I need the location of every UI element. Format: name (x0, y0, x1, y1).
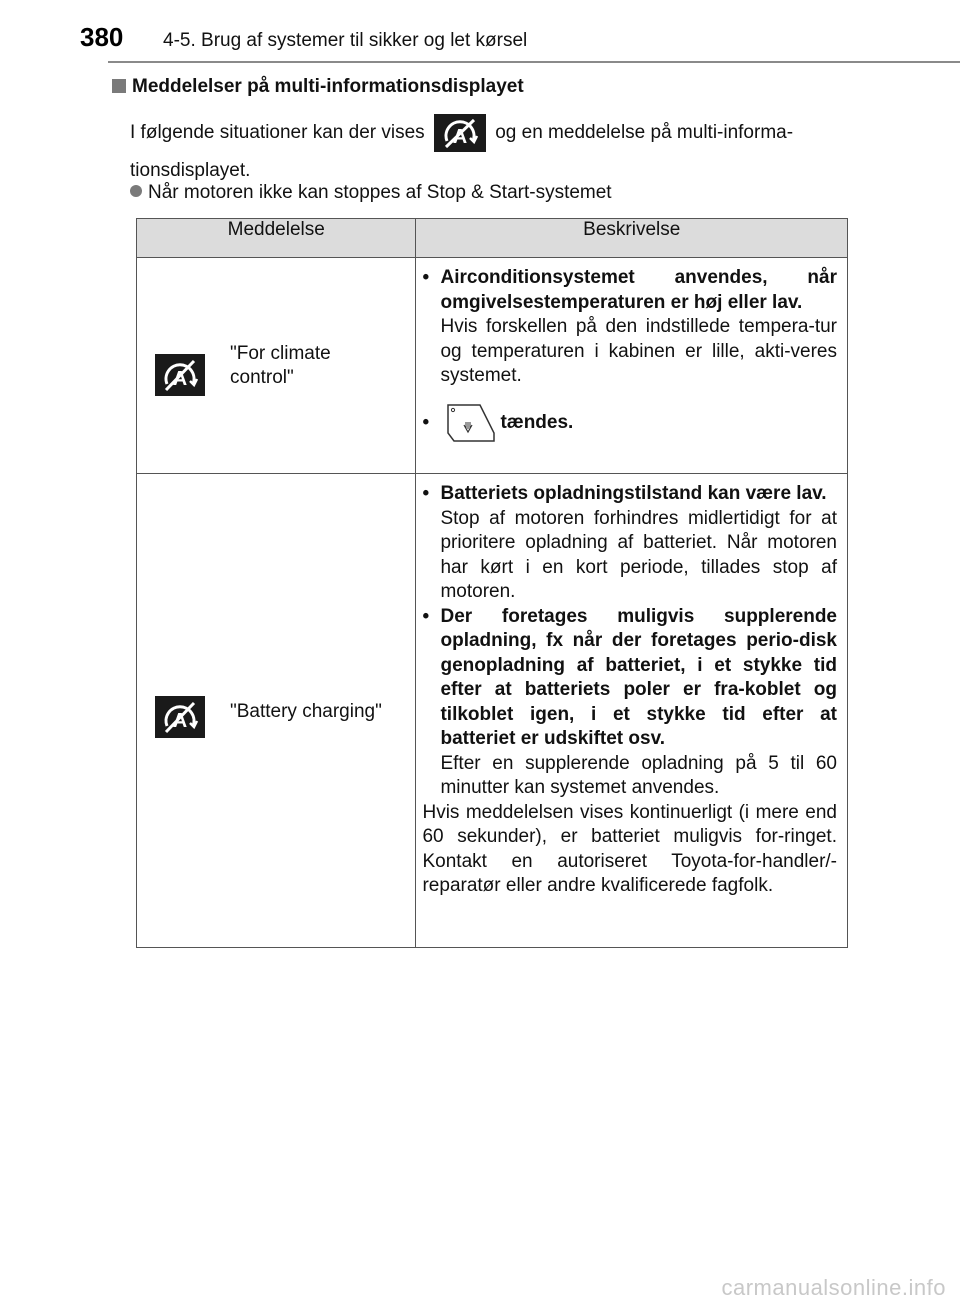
page-header (0, 0, 960, 62)
stop-start-disabled-icon (155, 696, 205, 738)
table-header-row (137, 219, 848, 258)
bullet-dot: • (422, 605, 430, 627)
svg-text:A: A (172, 710, 188, 732)
svg-text:A: A (452, 126, 468, 148)
description-item (422, 482, 837, 605)
message-text: "Battery charging" (230, 701, 382, 722)
description-item-text: Efter en supplerende opladning på 5 til 60 minutter kan systemet anvendes. (440, 752, 837, 798)
description-item (422, 266, 837, 389)
description-item-title: Der foretages muligvis supplerende opladning, fx når der foretages perio-disk genopladning af batteriet, i et stykke tid efter at batteriets poler er fra-koblet og tilkoblet igen, i et stykke tid efter at batteriet er udskiftet osv. (440, 605, 837, 749)
bullet-dot: • (422, 411, 430, 433)
section-heading (112, 76, 524, 98)
description-item-title: Batteriets opladningstilstand kan være lav. (440, 483, 827, 504)
description-cell (416, 474, 848, 948)
bullet-dot: • (422, 267, 430, 288)
stop-start-disabled-icon (434, 114, 486, 152)
column-header-message: Meddelelse (137, 219, 416, 258)
stop-start-disabled-icon (155, 354, 205, 396)
description-item (422, 605, 837, 801)
description-footnote: Hvis meddelelsen vises kontinuerligt (i mere end 60 sekunder), er batteriet muligvis for-ringet. Kontakt en autoriseret Toyota-for-handler/-reparatør eller andre kvalificerede fagfolk. (422, 801, 837, 896)
description-item-title: Airconditionsystemet anvendes, når omgivelsestemperaturen er høj eller lav. (440, 267, 837, 313)
message-cell (137, 474, 416, 948)
description-item-text: Stop af motoren forhindres midlertidigt for at prioritere opladning af batteriet. Når motoren har kørt i en kort periode, tillades stop af motoren. (440, 507, 837, 602)
message-text: "For climate control" (230, 343, 331, 388)
windshield-defroster-icon (440, 403, 496, 443)
chapter-title: 4-5. Brug af systemer til sikker og let kørsel (163, 30, 528, 51)
condition-bullet-text: Når motoren ikke kan stoppes af Stop & Start-systemet (148, 182, 612, 203)
intro-text-before: I følgende situationer kan der vises (130, 122, 425, 144)
section-heading-text: Meddelelser på multi-informationsdisplayet (132, 76, 524, 97)
message-table (136, 218, 848, 948)
footer-watermark: carmanualsonline.info (721, 1275, 946, 1300)
bullet-dot: • (422, 483, 430, 504)
message-cell (137, 258, 416, 474)
description-item-text: tændes. (500, 411, 574, 433)
table-row (137, 474, 848, 948)
square-bullet-icon (112, 79, 126, 93)
description-item-text: Hvis forskellen på den indstillede tempera-tur og temperaturen i kabinen er lille, akti-veres systemet. (440, 316, 837, 386)
description-item (422, 403, 837, 443)
description-cell (416, 258, 848, 474)
circle-bullet-icon (130, 185, 142, 197)
svg-text:A: A (172, 368, 188, 390)
column-header-description: Beskrivelse (416, 219, 848, 258)
page-number: 380 (80, 22, 124, 52)
intro-text-after: og en meddelelse på multi-informa-tionsdisplayet. (130, 122, 794, 182)
table-row (137, 258, 848, 474)
condition-bullet (130, 182, 612, 204)
header-divider (108, 61, 960, 63)
intro-paragraph (130, 114, 850, 190)
